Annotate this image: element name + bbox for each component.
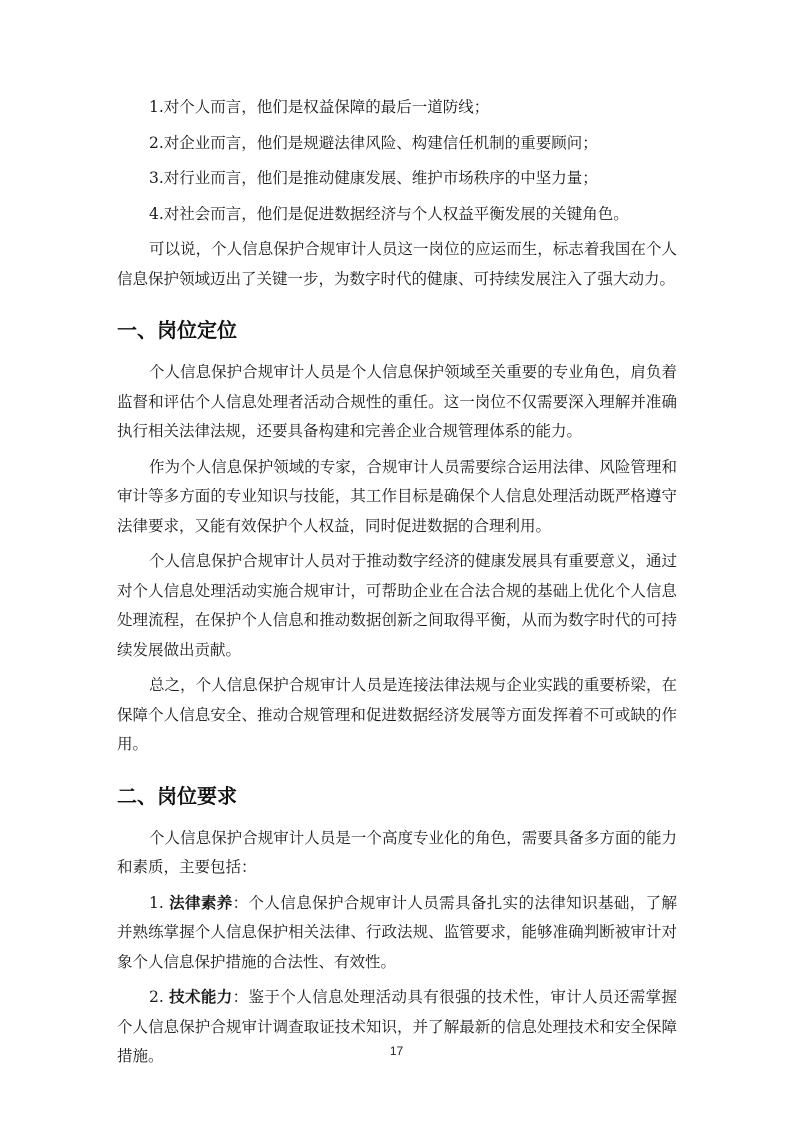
item-number: 2.	[149, 988, 170, 1006]
intro-paragraph: 可以说，个人信息保护合规审计人员这一岗位的应运而生，标志着我国在个人信息保护领域迈出了关键一步，为数字时代的健康、可持续发展注入了强大动力。	[117, 240, 677, 288]
body-paragraph: 个人信息保护合规审计人员是个人信息保护领域至关重要的专业角色，肩负着监督和评估个人信息处理者活动合规性的重任。这一岗位不仅需要深入理解并准确执行相关法律法规，还要具备构建和完善企业合规管理体系的能力。	[117, 363, 677, 440]
list-item: 3.对行业而言，他们是推动健康发展、维护市场秩序的中坚力量；	[149, 169, 598, 187]
list-item: 1.对个人而言，他们是权益保障的最后一道防线；	[149, 98, 490, 116]
requirement-item-technical	[117, 983, 677, 1072]
item-number: 1.	[149, 893, 170, 912]
list-item: 4.对社会而言，他们是促进数据经济与个人权益平衡发展的关键角色。	[149, 204, 629, 223]
list-item: 2.对企业而言，他们是规避法律风险、构建信任机制的重要顾问；	[149, 133, 598, 152]
page-content	[117, 93, 677, 1078]
body-paragraph: 总之，个人信息保护合规审计人员是连接法律法规与企业实践的重要桥梁，在保障个人信息安全、推动合规管理和促进数据经济发展等方面发挥着不可或缺的作用。	[117, 676, 677, 753]
section-heading-positioning: 一、岗位定位	[117, 318, 237, 342]
requirements-intro: 个人信息保护合规审计人员是一个高度专业化的角色，需要具备多方面的能力和素质，主要包括：	[117, 828, 677, 876]
section-heading-requirements: 二、岗位要求	[117, 783, 237, 808]
item-text: ：鉴于个人信息处理活动具有很强的技术性，审计人员还需掌握个人信息保护合规审计调查取证技术知识，并了解最新的信息处理技术和安全保障措施。	[117, 988, 677, 1065]
item-text: ：个人信息保护合规审计人员需具备扎实的法律知识基础，了解并熟练掌握个人信息保护相关法律、行政法规、监管要求，能够准确判断被审计对象个人信息保护措施的合法性、有效性。	[117, 893, 677, 971]
page-number: 17	[389, 1044, 404, 1058]
body-paragraph: 作为个人信息保护领域的专家，合规审计人员需要综合运用法律、风险管理和审计等多方面的专业知识与技能，其工作目标是确保个人信息处理活动既严格遵守法律要求，又能有效保护个人权益，同时促进数据的合理利用。	[117, 457, 677, 535]
item-term: 技术能力	[169, 988, 233, 1006]
item-term: 法律素养	[169, 893, 233, 912]
body-paragraph: 个人信息保护合规审计人员对于推动数字经济的健康发展具有重要意义，通过对个人信息处理活动实施合规审计，可帮助企业在合法合规的基础上优化个人信息处理流程，在保护个人信息和推动数据创新之间取得平衡，从而为数字时代的可持续发展做出贡献。	[117, 552, 677, 659]
requirement-item-legal	[117, 889, 677, 978]
